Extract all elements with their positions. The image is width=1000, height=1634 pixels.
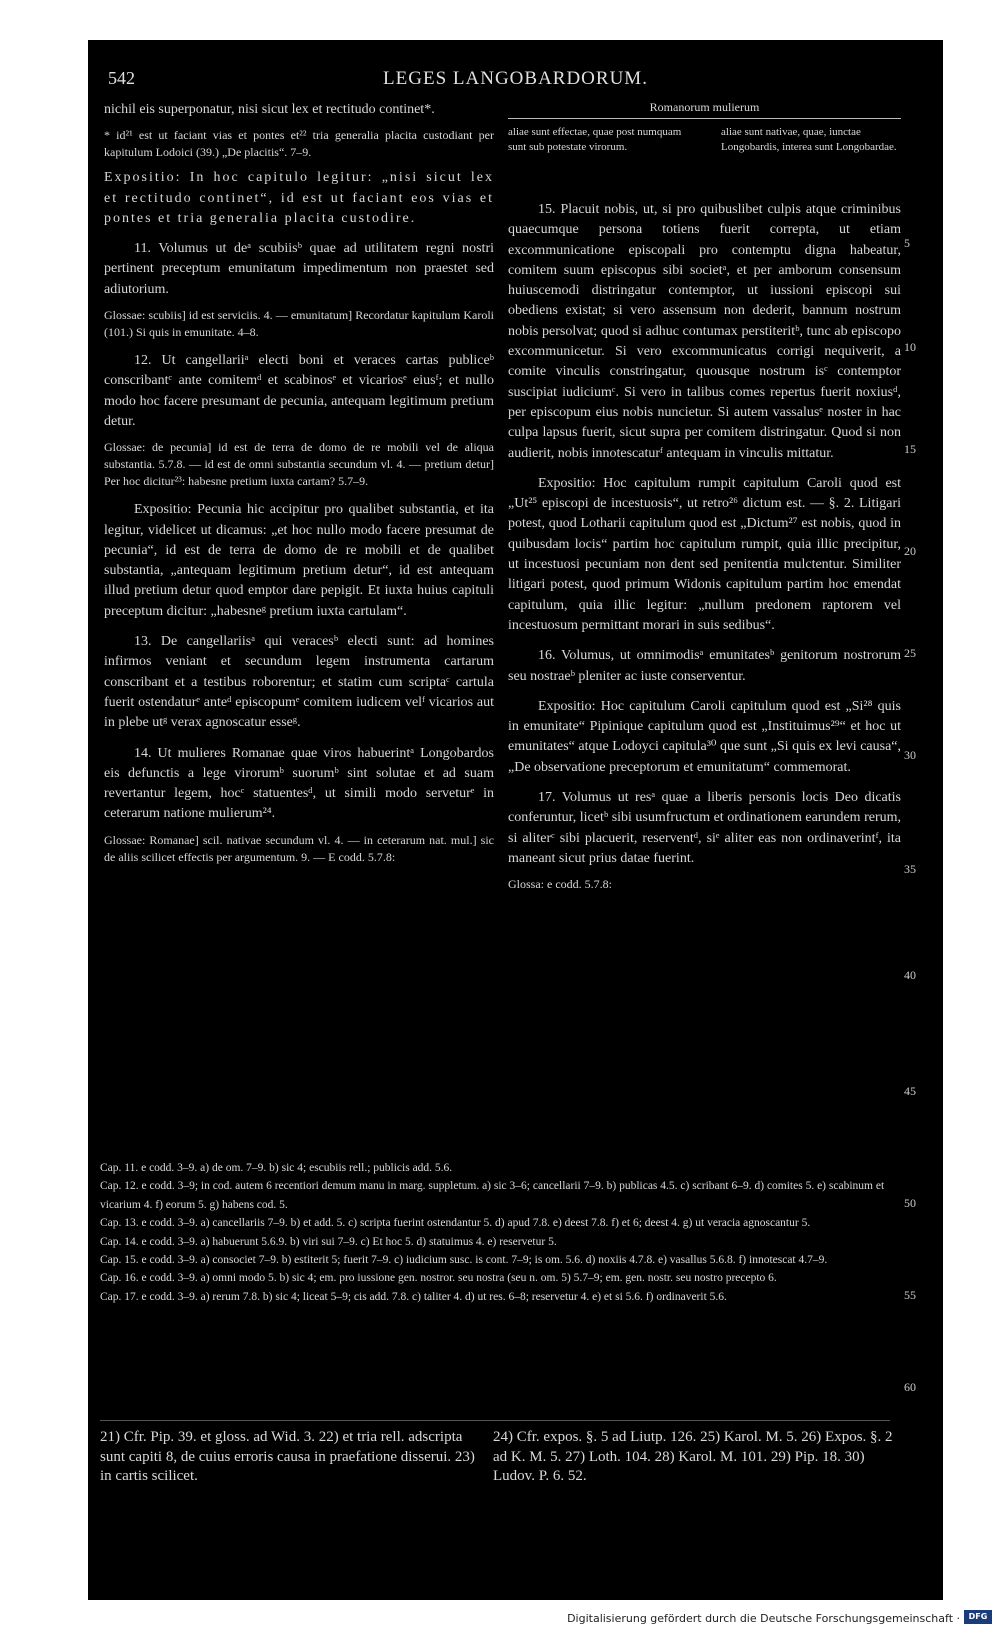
critical-apparatus bbox=[100, 1159, 890, 1306]
apparatus-entry: Cap. 13. e codd. 3–9. a) cancellariis 7–9. b) et add. 5. c) scripta fuerint ostendantur 5. d) apud 7.8. e) deest 7.8. f) et 6; deest 4. g) ut veracia agnoscantur 5. bbox=[100, 1217, 811, 1230]
line-number: 20 bbox=[904, 544, 916, 558]
table-col-b: aliae sunt nativae, quae, iunctae Longobardis, interea sunt Longobardae. bbox=[721, 126, 897, 153]
chapter-16: 16. Volumus, ut omnimodisᵃ emunitatesᵇ genitorum nostrorum seu nostraeᵇ pleniter ac iuste conserventur. bbox=[508, 648, 901, 684]
line-number: 55 bbox=[904, 1288, 916, 1302]
brace-rule bbox=[508, 118, 901, 119]
line-number: 50 bbox=[904, 1196, 916, 1210]
glossae: Glossae: Romanae] scil. nativae secundum vl. 4. — in ceterarum nat. mul.] sic de aliis scilicet effectis per argumentum. 9. — E codd. 5.7.8: bbox=[104, 832, 494, 864]
line-number: 30 bbox=[904, 748, 916, 762]
line-number: 45 bbox=[904, 1084, 916, 1098]
chapter-14: 14. Ut mulieres Romanae quae viros habuerintᵃ Longobardos eis defunctis a lege virorumᵇ suorumᵇ sint solutae et ad suam revertantur legem, hocᶜ statuentesᵈ, ut simili modo serveturᵉ in ceterarum natione mulierum²⁴. bbox=[104, 745, 494, 822]
chapter-15: 15. Placuit nobis, ut, si pro quibuslibet culpis atque criminibus quaecumque persona totiens fuerit correpta, ut etiam excommunicatione episcopali pro contemptu digna habeatur, comitem suum episcopus sibi societᵃ, et per amborum consensum huiuscemodi distringatur contemptor, ut iussioni episcopi sui obediens existat; si vero assensum non dederit, bannum nostrum nobis persolvat; quod si adhuc contumax perstiteritᵇ, tunc ab episcopo excommunicetur. Si vero excommunicatus corrigi nequiverit, a comite vinculis constringatur, quousque nostrum isᶜ contemptor suscipiat iudiciumᶜ. Si vero in talibus comes repertus fuerit noxiusᵈ, per episcopum eius nobis nuncietur. Si autem vassalusᵉ noster in hac culpa lapsus fuerit, sicut supra per comitem distringatur. Quod si non audierit, nobis innotescaturᶠ antequam in vinculis mittatur. bbox=[508, 202, 901, 461]
digitization-footer bbox=[0, 1600, 1000, 1634]
expositio: Expositio: In hoc capitulo legitur: „nisi sicut lex et rectitudo continet“, id est ut faciant eos vias et pontes et tria generalia placita custodire. bbox=[104, 170, 494, 226]
footnote-line: * id²¹ est ut faciant vias et pontes et²² tria generalia placita custodiant per kapitulum Lodoici (39.) „De placitis“. 7–9. bbox=[104, 128, 494, 160]
expositio: Expositio: Hoc capitulum Caroli capitulum quod est „Si²⁸ quis in emunitate“ Pipinique capitulum quod est „Instituimus²⁹“ et hoc ut emunitates“ atque Lodoyci capitula³⁰ que sunt „Si quis ex levi causa“, „De observatione preceptorum et emunitatum“ commemorat. bbox=[508, 698, 901, 775]
chapter-11: 11. Volumus ut deᵃ scubiisᵇ quae ad utilitatem regni nostri pertinent preceptum emunitatum impedimentum non praestet sed adiutorium. bbox=[104, 241, 494, 297]
chapter-13: 13. De cangellariisᵃ qui veracesᵇ electi sunt: ad homines infirmos veniant et secundum legem instrumenta cartarum conscribant et a testibus roborentur; et statim cum scriptaᶜ cartula fuerit ostendaturᵉ anteᵈ episcopumᵉ comitem iudicem velᶠ vicarios aut in plebe utᵍ verax agnoscatur esseᵍ. bbox=[104, 634, 494, 731]
expositio: Expositio: Hoc capitulum rumpit capitulum Caroli quod est „Ut²⁵ episcopi de incestuosis“, ut retro²⁶ dictum est. — §. 2. Litigari potest, quod Lotharii capitulum quod est „Dictum²⁷ est nobis, quod in quibusdam locis“ partim hoc capitulum rumpit, quia illic precipitur, ut incestuosi pecuniam non dent sed penitentia mulctentur. Similiter litigari potest, quod primum Widonis capitulum partim hoc emendat capitulum, quia illic legitur: „nullum predonem raptorem vel incestuosum permittant morari in suis sedibus“. bbox=[508, 475, 901, 633]
right-column bbox=[508, 190, 901, 900]
footnotes-left: 21) Cfr. Pip. 39. et gloss. ad Wid. 3. 22) et tria rell. adscripta sunt capiti 8, de cuius erroris causa in praefatione disserui. 23) in cartis scilicet. bbox=[100, 1429, 475, 1484]
apparatus-entry: Cap. 17. e codd. 3–9. a) rerum 7.8. b) sic 4; liceat 5–9; cis add. 7.8. c) taliter 4. d) ut res. 6–8; reservetur 4. e) et si 5.6. f) ordinaverit 5.6. bbox=[100, 1290, 727, 1303]
apparatus-entry: Cap. 16. e codd. 3–9. a) omni modo 5. b) sic 4; em. pro iussione gen. nostror. seu nostra (seu n. om. 5) 5.7–9; em. gen. nostr. seu nostro precepto 6. bbox=[100, 1272, 777, 1285]
apparatus-entry: Cap. 12. e codd. 3–9; in cod. autem 6 recentiori demum manu in marg. suppletum. a) sic 3–6; cancellarii 7–9. b) publicas 4.5. c) scribant 6–9. d) comites 5. e) scabinum et vicarium 4. f) eorum 5. g) habens cod. 5. bbox=[100, 1180, 885, 1211]
chapter-17: 17. Volumus ut resᵃ quae a liberis personis locis Deo dicatis conferuntur, licetᵇ sibi usumfructum et ordinationem earundem rerum, si aliterᶜ sibi placuerit, reserventᵈ, siᵉ aliter eas non ordinaverintᶠ, ita maneant sicut prius datae fuerint. bbox=[508, 790, 901, 866]
line-number: 35 bbox=[904, 862, 916, 876]
chapter-12: 12. Ut cangellariiᵃ electi boni et veraces cartas publiceᵇ conscribantᶜ ante comitemᵈ et scabinosᵉ et vicariosᵉ eiusᶠ; et nullo modo hoc facere presumant de pecunia, antequam legitimum pretium detur. bbox=[104, 353, 494, 429]
apparatus-entry: Cap. 14. e codd. 3–9. a) habuerunt 5.6.9. b) viri sui 7–9. c) Et hoc 5. d) statuimus 4. e) reservetur 5. bbox=[100, 1235, 557, 1248]
left-column bbox=[104, 100, 494, 873]
glossae: Glossae: de pecunia] id est de terra de domo de re mobili vel de aliqua substantia. 5.7.8. — id est de omni substantia secundum vl. 4. — pretium detur] Per hoc dicitur²³: habesne pretium iuxta cartam? 5.7–9. bbox=[104, 440, 494, 489]
table-head: Romanorum mulierum bbox=[649, 100, 760, 114]
line-number: 60 bbox=[904, 1380, 916, 1394]
glossa: Glossa: e codd. 5.7.8: bbox=[508, 877, 612, 892]
dfg-logo: DFG bbox=[964, 1610, 992, 1624]
line-number: 40 bbox=[904, 968, 916, 982]
line-number: 15 bbox=[904, 442, 916, 456]
funding-credit: Digitalisierung gefördert durch die Deutsche Forschungsgemeinschaft · bbox=[567, 1612, 960, 1625]
running-title: LEGES LANGOBARDORUM. bbox=[383, 68, 648, 89]
page-header bbox=[88, 54, 943, 94]
expositio: Expositio: Pecunia hic accipitur pro qualibet substantia, et ita legitur, videlicet ut dicamus: „et hoc nullo modo facere presumat de pecunia“, id est de terra de domo de re mobili et de qualibet substantia, „antequam legitimum pretium detur“, id est antequam illud pretium detur quod emptor dare pepigit. Et iuxta huius capituli preceptum dicitur: „habesneᵍ pretium iuxta cartulam“. bbox=[104, 502, 494, 619]
notes-divider bbox=[100, 1420, 890, 1421]
page-number: 542 bbox=[108, 68, 135, 88]
apparatus-entry: Cap. 15. e codd. 3–9. a) consociet 7–9. b) estiterit 5; fuerit 7–9. c) iudicium susc. is cont. 7–9; is om. 5.6. d) noxiis 4.7.8. e) vasallus 5.6.8. f) innotescat 4.7–9. bbox=[100, 1254, 828, 1267]
line-number: 10 bbox=[904, 340, 916, 354]
scanned-page bbox=[88, 40, 943, 1630]
apparatus-entry: Cap. 11. e codd. 3–9. a) de om. 7–9. b) sic 4; escubiis rell.; publicis add. 5.6. bbox=[100, 1162, 453, 1174]
table-col-a: aliae sunt effectae, quae post numquam sunt sub potestate virorum. bbox=[508, 126, 682, 153]
romanorum-mulierum-table bbox=[508, 100, 901, 190]
glossae: Glossae: scubiis] id est serviciis. 4. — emunitatum] Recordatur kapitulum Karoli (101.) Si quis in emunitate. 4–8. bbox=[104, 308, 494, 340]
table-columns bbox=[508, 125, 901, 155]
line-number: 5 bbox=[904, 236, 910, 250]
line-number: 25 bbox=[904, 646, 916, 660]
footnotes-right: 24) Cfr. expos. §. 5 ad Liutp. 126. 25) Karol. M. 5. 26) Expos. §. 2 ad K. M. 5. 27) Loth. 104. 28) Karol. M. 101. 29) Pip. 18. 30) Ludov. P. 6. 52. bbox=[493, 1429, 893, 1484]
text-line: nichil eis superponatur, nisi sicut lex et rectitudo continet*. bbox=[104, 102, 435, 117]
